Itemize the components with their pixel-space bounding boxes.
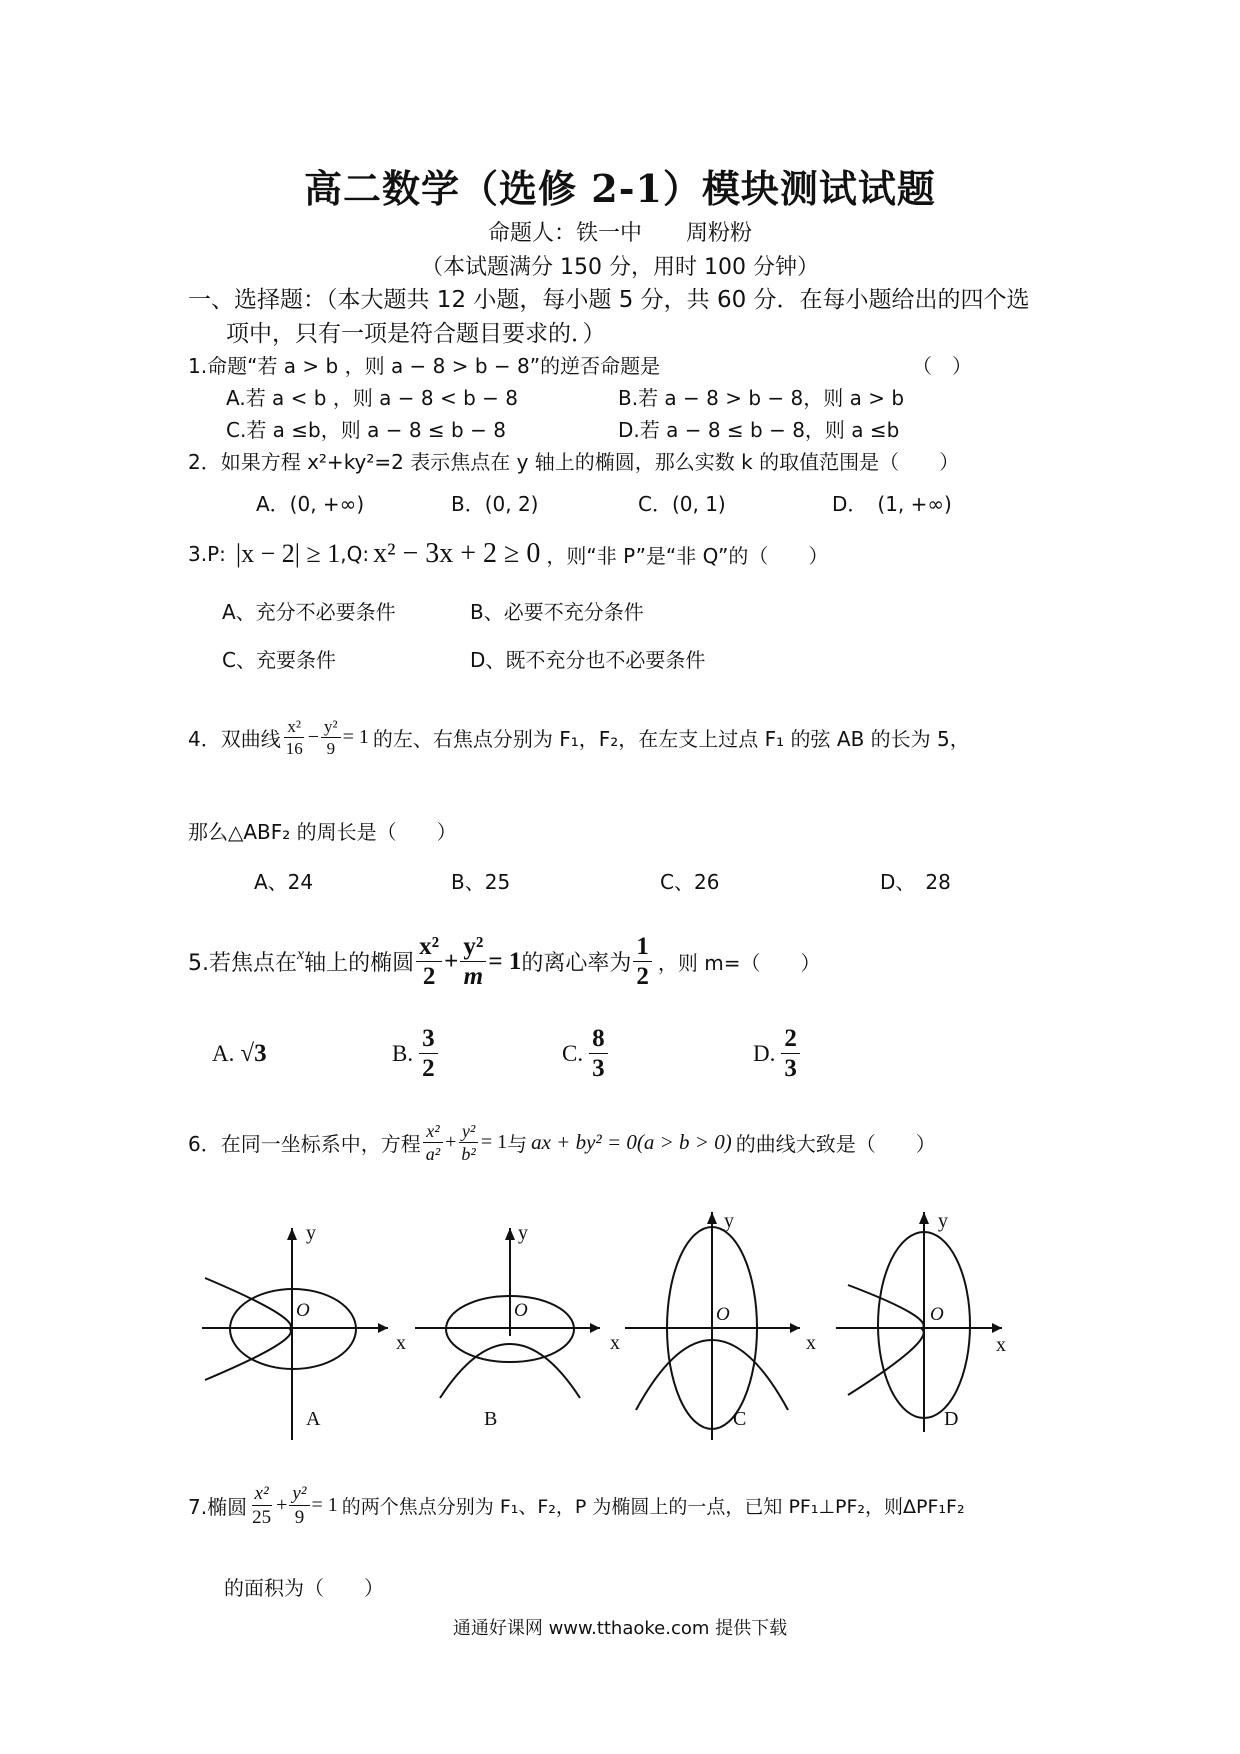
equals-one: = 1	[480, 1131, 508, 1153]
graph-a-y-label: y	[306, 1222, 316, 1244]
question-3-q-expression: x² − 3x + 2 ≥ 0	[373, 538, 541, 569]
fraction-denominator: b²	[461, 1144, 476, 1164]
question-3-suffix: ，则“非 P”是“非 Q”的（ ）	[546, 543, 829, 568]
section-heading-line1: 一、选择题：（本大题共 12 小题，每小题 5 分，共 60 分．在每小题给出的四个选	[188, 287, 1030, 313]
arrow-icon	[590, 1323, 600, 1333]
fraction-numerator: y²	[460, 934, 486, 962]
question-4-suffix: 的左、右焦点分别为 F₁，F₂，在左支上过点 F₁ 的弦 AB 的长为 5，	[372, 727, 970, 751]
question-5-mid: 轴上的椭圆	[304, 951, 415, 976]
fraction-numerator: 8	[589, 1026, 608, 1054]
graph-d-label: D	[944, 1408, 959, 1430]
fraction-numerator: 2	[781, 1026, 800, 1054]
exam-note: （本试题满分 150 分，用时 100 分钟）	[421, 255, 819, 280]
option-value: √3	[240, 1040, 267, 1067]
graph-d-x-label: x	[996, 1334, 1006, 1356]
question-2-option-c: C．(0, 1)	[638, 492, 726, 516]
graph-b-label: B	[484, 1408, 498, 1430]
plus-sign: +	[444, 947, 459, 975]
graph-c	[625, 1212, 800, 1440]
question-7-prefix: 7.椭圆	[188, 1495, 248, 1519]
fraction-denominator: 3	[592, 1055, 605, 1082]
arrow-icon	[287, 1228, 297, 1240]
fraction-numerator: 1	[633, 934, 652, 962]
arrow-icon	[505, 1228, 515, 1240]
fraction-numerator: x²	[423, 1122, 442, 1143]
question-1-paren: （ ）	[912, 354, 972, 378]
parabola-curve	[440, 1344, 580, 1398]
question-3-option-c: C、充要条件	[222, 648, 336, 672]
graph-b-origin-label: O	[514, 1300, 528, 1321]
option-label: B.	[392, 1040, 414, 1066]
graph-b-x-label: x	[610, 1332, 620, 1354]
fraction-y2-over-9	[289, 1484, 309, 1527]
question-7-stem	[188, 1484, 965, 1527]
question-5-prefix: 5.若焦点在	[188, 951, 297, 976]
fraction-denominator: 9	[294, 1507, 305, 1528]
author-line: 命题人：铁一中 周粉粉	[487, 221, 752, 246]
fraction-numerator: x²	[284, 718, 304, 738]
fraction-x2-over-25	[249, 1484, 274, 1527]
question-4-option-c: C、26	[660, 870, 720, 894]
arrow-icon	[378, 1323, 388, 1333]
question-4-option-a: A、24	[254, 870, 314, 894]
graph-d-y-label: y	[938, 1210, 948, 1232]
question-2-option-d: D． (1, +∞)	[832, 492, 952, 516]
question-3-option-a: A、充分不必要条件	[222, 600, 396, 624]
plus-sign: +	[445, 1131, 457, 1153]
minus-sign: −	[307, 726, 320, 748]
question-6-mid: 与	[507, 1132, 528, 1156]
arrow-icon	[919, 1212, 929, 1224]
question-1-option-c: C.若 a ≤b，则 a − 8 ≤ b − 8	[226, 418, 506, 442]
question-1-stem: 1.命题“若 a > b ，则 a − 8 > b − 8”的逆否命题是	[188, 354, 661, 378]
question-6-suffix: 的曲线大致是（ ）	[735, 1132, 936, 1156]
question-2-option-a: A．(0, +∞)	[256, 492, 365, 516]
question-1-option-b: B.若 a − 8 > b − 8，则 a > b	[618, 386, 905, 410]
question-6-equation-2: ax + by² = 0(a > b > 0)	[531, 1130, 732, 1154]
question-4-option-b: B、25	[451, 870, 511, 894]
graph-d	[836, 1212, 1002, 1432]
fraction-numerator: x²	[416, 934, 442, 962]
option-label: A.	[212, 1041, 235, 1066]
graph-a-x-label: x	[396, 1332, 406, 1354]
question-7-suffix: 的两个焦点分别为 F₁、F₂，P 为椭圆上的一点，已知 PF₁⊥PF₂，则ΔPF₁F₂	[341, 1496, 965, 1518]
question-7-line2: 的面积为（ ）	[224, 1576, 384, 1600]
question-2-option-b: B．(0, 2)	[451, 492, 539, 516]
question-4-line2: 那么△ABF₂ 的周长是（ ）	[188, 820, 457, 844]
graph-c-x-label: x	[806, 1332, 816, 1354]
question-3-option-b: B、必要不充分条件	[470, 600, 644, 624]
graph-b-y-label: y	[518, 1222, 528, 1244]
fraction-numerator: y²	[321, 718, 341, 738]
page-title: 高二数学（选修 2-1）模块测试试题	[304, 166, 936, 211]
question-5-mid2: 的离心率为	[521, 951, 632, 976]
arrow-icon	[790, 1323, 800, 1333]
option-label: C.	[562, 1040, 584, 1066]
fraction-numerator: y²	[459, 1122, 478, 1143]
graph-c-label: C	[733, 1408, 747, 1430]
graph-a-origin-label: O	[296, 1300, 310, 1321]
graph-a-label: A	[306, 1408, 321, 1430]
question-2-stem: 2．如果方程 x²+ky²=2 表示焦点在 y 轴上的椭圆，那么实数 k 的取值范围是（ ）	[188, 450, 960, 474]
x-variable: x	[297, 945, 305, 963]
fraction-denominator: m	[463, 963, 484, 990]
question-1-option-a: A.若 a < b ，则 a − 8 < b − 8	[226, 386, 519, 410]
question-3-option-d: D、既不充分也不必要条件	[470, 648, 706, 672]
fraction-denominator: 9	[326, 739, 336, 758]
question-3-prefix: 3.P:	[188, 542, 226, 566]
section-heading-line2: 项中，只有一项是符合题目要求的．）	[226, 321, 606, 347]
fraction-denominator: 2	[422, 1055, 435, 1082]
equals-one: = 1	[311, 1494, 338, 1516]
footer-text: 通通好课网 www.tthaoke.com 提供下载	[452, 1618, 788, 1639]
question-3-p-expression: |x − 2| ≥ 1	[235, 539, 341, 568]
fraction-denominator: 2	[636, 963, 649, 990]
fraction-denominator: a²	[425, 1144, 441, 1164]
question-3-q-label: ,Q:	[340, 542, 370, 566]
equals-one: = 1	[342, 726, 369, 748]
graph-c-y-label: y	[724, 1210, 734, 1232]
question-1-option-d: D.若 a − 8 ≤ b − 8，则 a ≤b	[618, 418, 900, 442]
plus-sign: +	[276, 1494, 288, 1516]
fraction-denominator: 2	[422, 963, 436, 990]
fraction-numerator: 3	[419, 1026, 438, 1054]
graph-b	[415, 1228, 600, 1398]
graph-c-origin-label: O	[716, 1304, 730, 1325]
fraction-numerator: y²	[289, 1484, 309, 1506]
question-6-prefix: 6．在同一坐标系中，方程	[188, 1132, 421, 1156]
fraction-denominator: 3	[784, 1055, 797, 1082]
question-4-option-d: D、 28	[880, 870, 951, 894]
question-5-suffix: ，则 m=（ ）	[657, 951, 821, 975]
equals-one: = 1	[488, 947, 522, 975]
graph-a	[202, 1228, 388, 1440]
arrow-icon	[992, 1323, 1002, 1333]
fraction-numerator: x²	[252, 1484, 272, 1506]
graph-d-origin-label: O	[930, 1304, 944, 1325]
question-4-prefix: 4．双曲线	[188, 727, 281, 751]
arrow-icon	[707, 1212, 717, 1224]
fraction-denominator: 25	[252, 1507, 272, 1528]
fraction-denominator: 16	[285, 739, 303, 758]
option-label: D.	[753, 1040, 776, 1066]
